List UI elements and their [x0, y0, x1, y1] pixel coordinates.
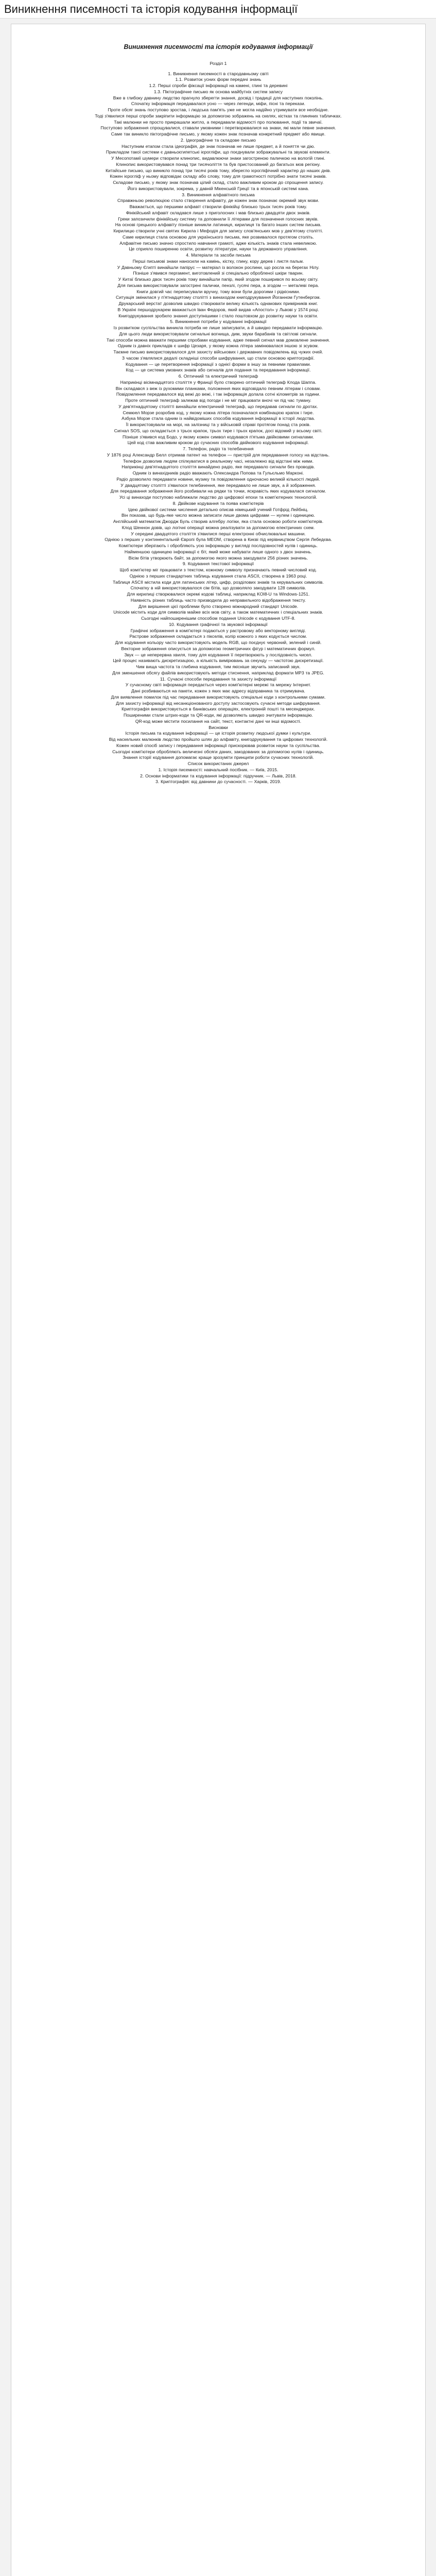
paragraph: Таємне письмо використовувалося для захисту військових і державних повідомлень від чужих очей. — [113, 349, 323, 355]
paragraph: 3. Криптографія: від давнини до сучасності. — Харків, 2019. — [155, 779, 281, 785]
paragraph: 1. Виникнення писемності в стародавньому світі — [168, 71, 269, 76]
paragraph: Знання історії кодування допомагає краще зрозуміти принципи роботи сучасних технологій. — [123, 755, 314, 760]
paragraph: Перші письмові знаки наносили на камінь, кістку, глину, кору дерев і листя пальм. — [132, 258, 304, 264]
paragraph: Векторне зображення описується за допомогою геометричних фігур і математичних формул. — [121, 646, 316, 651]
paragraph: Клод Шеннон довів, що логічні операції можна реалізувати за допомогою електричних схем. — [121, 524, 315, 530]
page-title: Виникнення писемності та історія кодування інформації — [0, 0, 436, 19]
document-body — [11, 24, 425, 785]
paragraph: Азбука Морзе стала одним із найвідоміших способів кодування інформації в історії людства. — [121, 416, 315, 421]
paragraph: Графічні зображення в комп'ютері подаються у растровому або векторному вигляді. — [130, 628, 306, 633]
paragraph: Таблиця ASCII містила коди для латинських літер, цифр, розділових знаків та керувальних символів. — [113, 579, 324, 585]
paragraph: Поширеними стали штрих-коди та QR-коди, які дозволяють швидко зчитувати інформацію. — [124, 713, 313, 718]
paragraph: У Давньому Єгипті винайшли папірус — матеріал із волокон рослини, що росла на берегах Нілу. — [117, 264, 320, 270]
paragraph: Для кодування кольору часто використовують модель RGB, що поєднує червоний, зелений і синій. — [115, 640, 322, 646]
paragraph: Такі способи можна вважати першими спробами кодування, адже певний сигнал мав домовлене значення. — [106, 337, 330, 343]
paragraph: 1.3. Піктографічне письмо як основа майбутніх систем запису — [153, 89, 283, 94]
paragraph: Телефон дозволив людям спілкуватися в реальному часі, незалежно від відстані між ними. — [123, 458, 313, 464]
document-page — [11, 24, 426, 2576]
paragraph: 1. Історія писемності: навчальний посібник. — Київ, 2015. — [158, 767, 278, 772]
paragraph: У Китаї близько двох тисяч років тому винайшли папір, який згодом поширився по всьому світу. — [118, 277, 319, 282]
paragraph: Її використовували на морі, на залізниці та у військовій справі протягом понад ста років. — [126, 422, 311, 428]
paragraph: Для кирилиці створювалися окремі кодові таблиці, наприклад KOI8-U та Windows-1251. — [127, 591, 310, 597]
paragraph: Із розвитком суспільства виникла потреба не лише записувати, а й швидко передавати інформацію. — [113, 325, 323, 331]
paragraph: Найменшою одиницею інформації є біт, який може набувати лише одного з двох значень. — [124, 549, 312, 554]
paragraph: 4. Матеріали та засоби письма — [186, 252, 251, 258]
paragraph: Для захисту інформації від несанкціонованого доступу застосовують сучасні методи шифрування. — [116, 700, 321, 706]
paragraph: Код — це система умовних знаків або сигналів для подання та передавання інформації. — [126, 367, 311, 373]
paragraph: У двадцятому столітті з'явилося телебачення, яке передавало не лише звук, а й зображення. — [120, 482, 316, 488]
paragraph: Наприкінці вісімнадцятого століття у Франції було створено оптичний телеграф Клода Шаппа. — [120, 379, 317, 385]
paragraph: Друкарський верстат дозволив швидко створювати велику кількість однакових примірників книг. — [118, 301, 318, 307]
paragraph: 1.2. Перші спроби фіксації інформації на камені, глині та деревині — [149, 83, 288, 89]
paragraph: 9. Кодування текстової інформації — [182, 561, 254, 567]
paragraph: Він показав, що будь-яке число можна записати лише двома цифрами — нулем і одиницею. — [121, 513, 315, 518]
paragraph: Спочатку інформація передавалася усно — через легенди, міфи, пісні та перекази. — [131, 101, 306, 107]
paragraph: Криптографія використовується в банківських операціях, електронній пошті та месенджерах. — [121, 706, 315, 712]
paragraph: Висновки — [208, 724, 228, 730]
paragraph: Сигнал SOS, що складається з трьох крапок, трьох тире і трьох крапок, досі відомий у всьому світі. — [114, 428, 323, 433]
paragraph: QR-код може містити посилання на сайт, текст, контактні дані чи інші відомості. — [135, 718, 302, 724]
paragraph: 3. Виникнення алфавітного письма — [182, 192, 255, 197]
paragraph: Проте обсяг знань поступово зростав, і людська пам'ять уже не могла надійно утримувати все необхідне. — [108, 107, 329, 113]
paragraph: Наприкінці дев'ятнадцятого століття винайдено радіо, яке передавало сигнали без проводів. — [121, 464, 315, 470]
paragraph: Його використовували, зокрема, у давній Мікенській Греції та в японській системі кана. — [127, 185, 309, 191]
paragraph: Радіо дозволило передавати новини, музику та повідомлення одночасно великій кількості людей. — [116, 476, 320, 482]
paragraph: Для передавання зображення його розбивали на рядки та точки, яскравість яких кодувалася сигналом. — [110, 488, 326, 494]
paragraph: Саме кирилиця стала основою для українського письма, яке розвивалося протягом століть. — [123, 234, 314, 240]
paragraph: Кожен ієрогліф у ньому відповідає складу або слову, тому для грамотності потрібно знати тисячі знаків. — [110, 174, 327, 179]
paragraph: Список використаних джерел — [187, 761, 249, 767]
paragraph: Ідею двійкової системи числення детально описав німецький учений Готфрід Лейбніц. — [128, 506, 308, 512]
paragraph: 2. Ідеографічне та складове письмо — [181, 137, 256, 143]
paragraph: 1.1. Розвиток усних форм передачі знань — [175, 77, 261, 82]
paragraph: Пізніше з'явився пергамент, виготовлений зі спеціально обробленої шкіри тварин. — [133, 270, 304, 276]
paragraph: Вісім бітів утворюють байт, за допомогою якого можна закодувати 256 різних значень. — [128, 555, 308, 561]
paragraph: На основі грецького алфавіту пізніше виникли латиниця, кирилиця та багато інших систем письма. — [115, 222, 322, 228]
paragraph: Саме так виникло піктографічне письмо, у якому кожен знак позначав конкретний предмет або явище. — [111, 131, 326, 137]
paragraph: Щоб комп'ютер міг працювати з текстом, кожному символу призначають певний числовий код. — [119, 567, 317, 573]
paragraph: Семюел Морзе розробив код, у якому кожна літера позначалася комбінацією крапок і тире. — [123, 410, 314, 415]
paragraph: Китайське письмо, що виникло понад три тисячі років тому, зберегло ієрогліфічний характер до наших днів. — [106, 167, 331, 173]
paragraph: Одним із давніх прикладів є шифр Цезаря, у якому кожна літера замінювалася іншою зі зсувом. — [117, 343, 319, 349]
paragraph: Цей код став важливим кроком до сучасних способів двійкового кодування інформації. — [127, 440, 309, 446]
paragraph: Греки запозичили фінікійську систему та доповнили її літерами для позначення голосних звуків. — [118, 216, 319, 222]
paragraph: Проте оптичний телеграф залежав від погоди і не міг працювати вночі чи під час туману. — [125, 398, 311, 403]
paragraph: Від наскельних малюнків людство пройшло шлях до алфавіту, книгодрукування та цифрових технологій. — [109, 737, 328, 742]
paragraph: Фінікійський алфавіт складався лише з приголосних і мав близько двадцяти двох знаків. — [126, 210, 311, 215]
paragraph: Сьогодні комп'ютери обробляють величезні обсяги даних, закодованих за допомогою нулів і одиниць. — [112, 749, 324, 754]
paragraph: Історія письма та кодування інформації — це історія розвитку людської думки і культури. — [125, 731, 311, 736]
paragraph: 5. Виникнення потреби у кодуванні інформації — [170, 319, 267, 325]
paragraph: Вважається, що першими алфавіт створили фінікійці близько трьох тисяч років тому. — [129, 204, 307, 210]
paragraph: Англійський математик Джордж Буль створив алгебру логіки, яка стала основою роботи комп'ютерів. — [113, 519, 324, 524]
paragraph: Цей процес називають дискретизацією, а кількість вимірювань за секунду — частотою дискретизації. — [113, 658, 324, 664]
section-label: Розділ 1 — [210, 61, 227, 66]
paragraph: У 1876 році Александр Белл отримав патент на телефон — пристрій для передавання голосу на відстань. — [107, 452, 330, 457]
paragraph: Наявність різних таблиць часто призводила до неправильного відображення тексту. — [130, 597, 306, 603]
paragraph: Кирилицю створили учні святих Кирила і Мефодія для запису слов'янських мов у дев'ятому столітті. — [113, 228, 323, 234]
paragraph: З часом з'являлися дедалі складніші способи шифрування, що стали основою криптографії. — [121, 355, 315, 361]
paragraph: Тоді з'явилися перші спроби закріпити інформацію за допомогою зображень на скелях, кістках та глиняних табличках. — [95, 113, 342, 118]
paragraph: 2. Основи інформатики та кодування інформації: підручник. — Львів, 2018. — [140, 773, 297, 778]
paragraph: Однією з перших стандартних таблиць кодування стала ASCII, створена в 1963 році. — [129, 573, 307, 579]
paragraph: Сьогодні найпоширенішим способом подання Unicode є кодування UTF-8. — [141, 616, 295, 621]
paragraph: Спочатку в ній використовувалося сім бітів, що дозволяло закодувати 128 символів. — [130, 585, 306, 591]
paragraph: Для письма використовували загострені палички, пензлі, гусячі пера, а згодом — металеві пера. — [117, 282, 319, 288]
paragraph: Ситуація змінилася у п'ятнадцятому столітті з винаходом книгодрукування Йоганном Гутенбергом. — [116, 295, 321, 300]
paragraph: Комп'ютери зберігають і обробляють усю інформацію у вигляді послідовностей нулів і одиниць. — [118, 543, 318, 549]
paragraph: У середині двадцятого століття з'явилися перші електронні обчислювальні машини. — [131, 531, 306, 536]
paragraph: 6. Оптичний та електричний телеграф — [178, 374, 258, 379]
paragraph: Дані розбиваються на пакети, кожен з яких має адресу відправника та отримувача. — [131, 688, 305, 694]
paragraph: У дев'ятнадцятому столітті винайшли електричний телеграф, що передавав сигнали по дротах. — [118, 403, 318, 409]
paragraph: Це сприяло поширенню освіти, розвитку літератури, науки та державного управління. — [129, 246, 308, 252]
paragraph: У Месопотамії шумери створили клинопис, видавлюючи знаки загостреною паличкою на вологій глині. — [111, 156, 325, 161]
paragraph: Алфавітне письмо значно спростило навчання грамоті, адже кількість знаків стала невеликою. — [119, 240, 317, 246]
paragraph: Растрове зображення складається з пікселів, колір кожного з яких кодується числом. — [129, 634, 307, 639]
paragraph: Складове письмо, у якому знак позначав цілий склад, стало важливим кроком до спрощення запису. — [113, 180, 324, 185]
paragraph: Вже в глибоку давнину людство прагнуло зберегти знання, досвід і традиції для наступних поколінь. — [113, 95, 324, 100]
paragraph: Для виявлення помилок під час передавання використовують спеціальні коди з контрольними сумами. — [111, 694, 326, 700]
paragraph: Прикладом такої системи є давньоєгипетські ієрогліфи, що поєднували зображувальні та звукові елементи. — [106, 149, 331, 155]
paragraph: Для зменшення обсягу файлів використовують методи стиснення, наприклад формати MP3 та JPEG. — [112, 670, 324, 675]
paragraph: Чим вища частота та глибина кодування, тим якісніше звучить записаний звук. — [136, 664, 301, 670]
document-heading: Виникнення писемності та історія кодування інформації — [124, 43, 313, 50]
paragraph: Усі ці винаходи поступово наближали людство до цифрової епохи та комп'ютерних технологій. — [119, 495, 318, 500]
paragraph: Він складався з веж із рухомими планками, положення яких відповідало певним літерам і словам. — [115, 385, 321, 391]
paragraph: Звук — це неперервна хвиля, тому для кодування її перетворюють у послідовність чисел. — [124, 652, 312, 657]
paragraph: Такі малюнки не просто прикрашали житло, а передавали відомості про полювання, події та звичаї. — [114, 119, 323, 125]
paragraph: Книгодрукування зробило знання доступнішими і стало поштовхом до розвитку науки та освіти. — [118, 313, 318, 318]
paragraph: Однією з перших у континентальній Європі була МЕОМ, створена в Києві під керівництвом Сергія Лебедєва. — [104, 537, 332, 543]
paragraph: 10. Кодування графічної та звукової інформації — [169, 621, 268, 627]
paragraph: Unicode містить коди для символів майже всіх мов світу, а також математичних і спеціальних знаків. — [113, 609, 323, 615]
paragraph: Справжньою революцією стало створення алфавіту, де кожен знак позначає окремий звук мови. — [117, 198, 320, 204]
paragraph: 8. Двійкове кодування та поява комп'ютерів — [172, 500, 264, 506]
paragraph: 7. Телефон, радіо та телебачення — [183, 446, 254, 452]
paragraph: В Україні першодрукарем вважається Іван Федоров, який видав «Апостол» у Львові у 1574 році. — [117, 307, 319, 312]
paragraph: Пізніше з'явився код Бодо, у якому кожен символ кодувався п'ятьма двійковими сигналами. — [123, 434, 314, 439]
paragraph: Для цього люди використовували сигнальні вогнища, дим, звуки барабанів та світлові сигнали. — [119, 331, 318, 336]
paragraph: Кожен новий спосіб запису і передавання інформації прискорював розвиток науки та суспільства. — [116, 742, 321, 748]
paragraph: Клинопис використовувався понад три тисячоліття та був пристосований до багатьох мов регіону. — [116, 161, 321, 167]
paragraph: У сучасному світі інформація передається через комп'ютерні мережі та мережу Інтернет. — [125, 682, 311, 688]
paragraph: 11. Сучасні способи передавання та захисту інформації — [160, 676, 277, 682]
paragraph: Наступним етапом стала ідеографія, де знак позначав не лише предмет, а й поняття чи дію. — [121, 143, 315, 149]
paragraph: Кодування — це перетворення інформації з однієї форми в іншу за певними правилами. — [125, 361, 311, 367]
paragraph: Поступово зображення спрощувалися, ставали умовними і перетворювалися на знаки, які мали певне значення. — [100, 125, 336, 131]
paragraph: Для вирішення цієї проблеми було створено міжнародний стандарт Unicode. — [138, 603, 299, 609]
paragraph: Повідомлення передавалося від вежі до вежі, і так інформація долала сотні кілометрів за години. — [116, 392, 321, 397]
paragraph-list — [32, 71, 405, 786]
paragraph: Одним із винахідників радіо вважають Олександра Попова та Гульєльмо Марконі. — [132, 470, 304, 476]
paragraph: Книги довгий час переписували вручну, тому вони були дорогими і рідкісними. — [136, 289, 300, 294]
